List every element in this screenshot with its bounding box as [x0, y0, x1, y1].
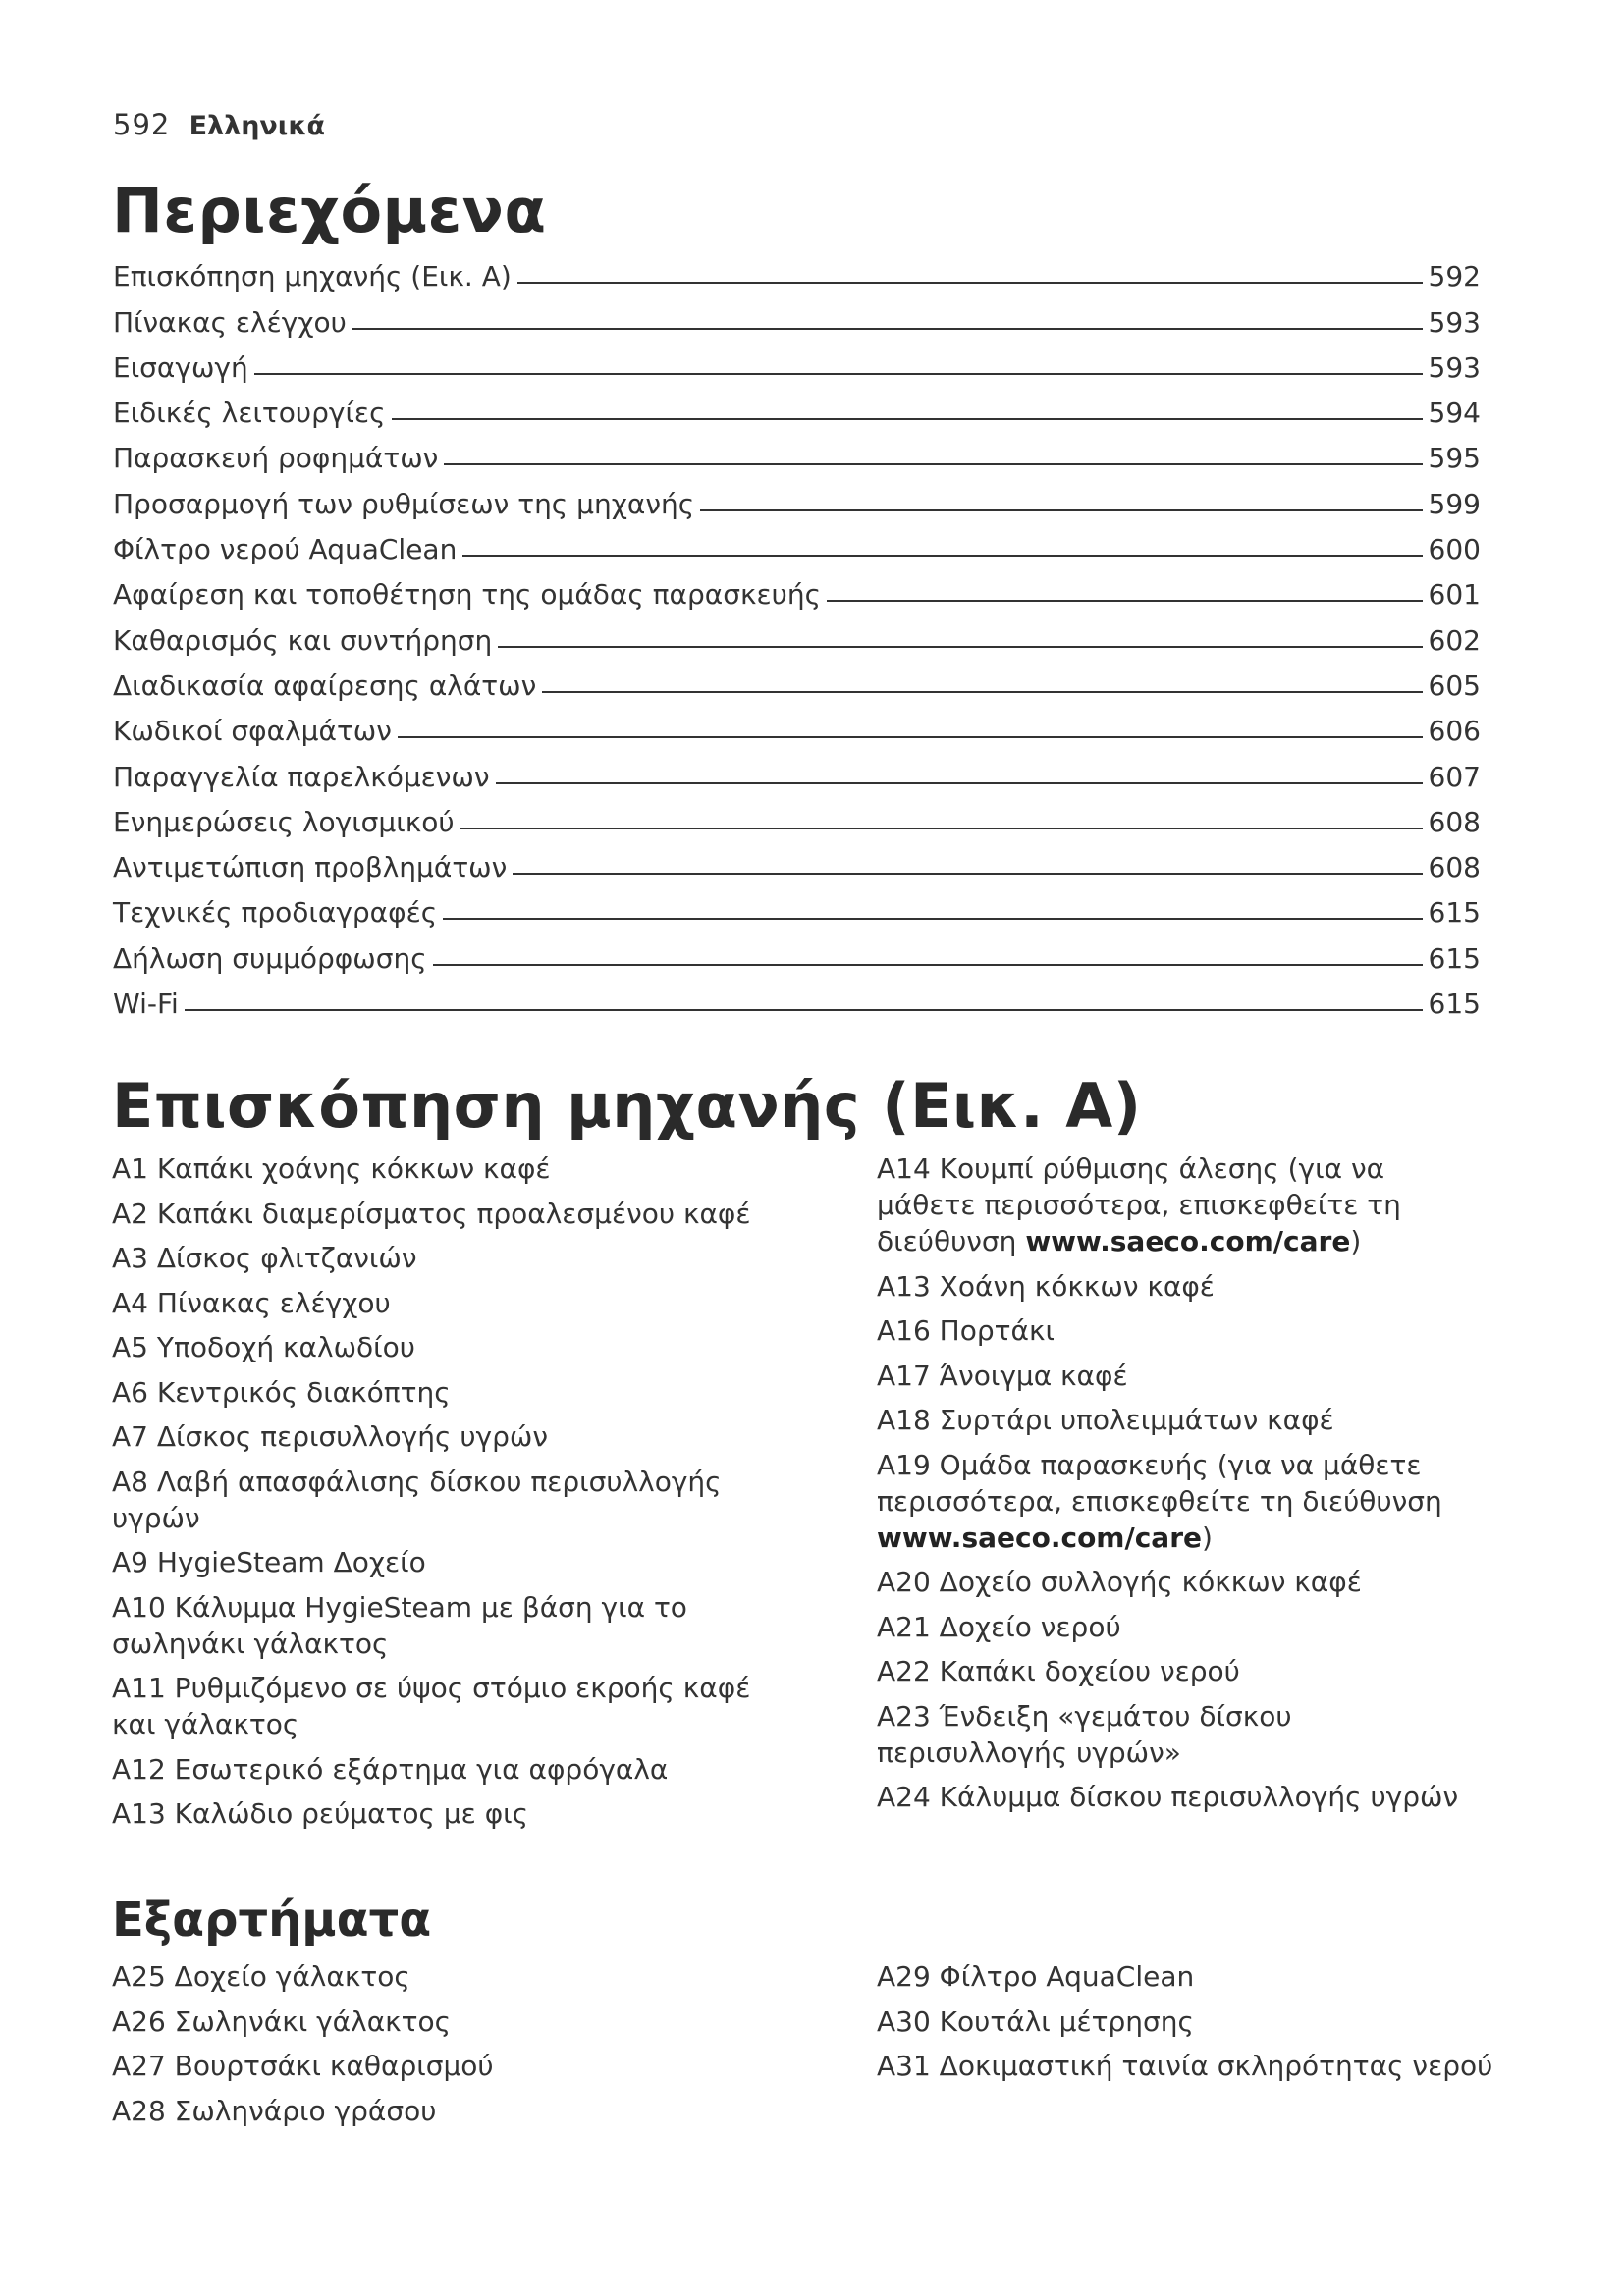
page-language: Ελληνικά: [189, 111, 326, 141]
list-item: A13 Χοάνη κόκκων καφέ: [877, 1269, 1215, 1303]
item-text: A14 Κουμπί ρύθμισης άλεσης (για να μάθετε περισσότερα, επισκεφθείτε τη διεύθυνση: [877, 1152, 1401, 1257]
toc-entry[interactable]: [113, 247, 1481, 293]
toc-entry-title: Εισαγωγή: [113, 350, 248, 384]
toc-leader: [498, 646, 1422, 648]
toc-entry[interactable]: [113, 747, 1481, 792]
toc-entry-page: 605: [1428, 668, 1481, 702]
toc-entry[interactable]: [113, 611, 1481, 656]
list-item: A23 Ένδειξη «γεμάτου δίσκου περισυλλογής υγρών»: [877, 1699, 1292, 1769]
toc-entry-title: Ειδικές λειτουργίες: [113, 397, 386, 430]
toc-leader: [185, 1009, 1423, 1011]
toc-entry[interactable]: [113, 975, 1481, 1020]
toc-leader: [513, 873, 1422, 875]
toc-leader: [443, 918, 1422, 920]
list-item: A13 Καλώδιο ρεύματος με φις: [112, 1797, 529, 1830]
toc-entry-title: Αντιμετώπιση προβλημάτων: [113, 851, 508, 884]
overview-title: Επισκόπηση μηχανής (Εικ. A): [112, 1070, 1142, 1142]
toc-entry-title: Ενημερώσεις λογισμικού: [113, 805, 455, 838]
toc-entry-page: 615: [1428, 988, 1481, 1021]
overview-right-column: [877, 1150, 1486, 1824]
toc-entry-title: Επισκόπηση μηχανής (Εικ. A): [113, 260, 512, 294]
accessories-right-column: [877, 1958, 1505, 2093]
list-item: A20 Δοχείο συλλογής κόκκων καφέ: [877, 1566, 1362, 1598]
toc-entry[interactable]: [113, 929, 1481, 974]
toc-entry-page: 594: [1428, 397, 1481, 430]
toc-entry[interactable]: [113, 657, 1481, 702]
toc-entry-page: 593: [1428, 350, 1481, 384]
list-item: [877, 1447, 1486, 1556]
toc-entry[interactable]: [113, 883, 1481, 929]
toc-leader: [462, 555, 1422, 557]
toc-entry-title: Διαδικασία αφαίρεσης αλάτων: [113, 668, 537, 702]
toc-entry-page: 592: [1428, 260, 1481, 294]
list-item: A4 Πίνακας ελέγχου: [112, 1286, 391, 1319]
toc-leader: [444, 463, 1422, 465]
item-text-close: ): [1350, 1225, 1362, 1257]
overview-left-column: [112, 1150, 799, 1841]
toc-entry-title: Καθαρισμός και συντήρηση: [113, 623, 493, 657]
toc-entry-title: Φίλτρο νερού AquaClean: [113, 533, 458, 566]
list-item: A26 Σωληνάκι γάλακτος: [112, 2004, 452, 2038]
toc-leader: [460, 828, 1423, 829]
toc-entry-page: 599: [1428, 487, 1481, 520]
toc-entry-title: Πίνακας ελέγχου: [113, 305, 347, 339]
toc-entry-title: Κωδικοί σφαλμάτων: [113, 715, 392, 748]
list-item: A1 Καπάκι χοάνης κόκκων καφέ: [112, 1152, 551, 1185]
list-item: A7 Δίσκος περισυλλογής υγρών: [112, 1420, 548, 1453]
table-of-contents: [113, 247, 1481, 1020]
toc-entry-page: 593: [1428, 305, 1481, 339]
toc-leader: [827, 600, 1423, 602]
accessories-title: Εξαρτήματα: [112, 1893, 432, 1948]
toc-entry-page: 606: [1428, 715, 1481, 748]
page-number: 592: [113, 108, 171, 141]
toc-entry[interactable]: [113, 429, 1481, 474]
saeco-care-link[interactable]: www.saeco.com/care: [877, 1521, 1202, 1554]
toc-entry-page: 595: [1428, 442, 1481, 475]
contents-title: Περιεχόμενα: [112, 175, 547, 246]
list-item: A21 Δοχείο νερού: [877, 1610, 1121, 1643]
toc-leader: [496, 782, 1423, 784]
list-item: A30 Κουτάλι μέτρησης: [877, 2004, 1194, 2038]
saeco-care-link[interactable]: www.saeco.com/care: [1025, 1225, 1351, 1257]
toc-entry[interactable]: [113, 520, 1481, 565]
toc-leader: [392, 418, 1423, 420]
toc-leader: [517, 282, 1423, 284]
toc-entry-page: 601: [1428, 578, 1481, 612]
toc-entry[interactable]: [113, 838, 1481, 883]
toc-entry-title: Δήλωση συμμόρφωσης: [113, 941, 427, 975]
list-item: A6 Κεντρικός διακόπτης: [112, 1375, 451, 1409]
toc-entry-title: Αφαίρεση και τοποθέτηση της ομάδας παρασκευής: [113, 578, 821, 612]
list-item: A16 Πορτάκι: [877, 1314, 1055, 1347]
list-item: A27 Βουρτσάκι καθαρισμού: [112, 2050, 494, 2082]
list-item: A5 Υποδοχή καλωδίου: [112, 1331, 415, 1363]
toc-entry-page: 608: [1428, 805, 1481, 838]
toc-entry[interactable]: [113, 474, 1481, 519]
list-item: A8 Λαβή απασφάλισης δίσκου περισυλλογής υγρών: [112, 1465, 722, 1534]
accessories-left-column: [112, 1958, 799, 2137]
toc-leader: [254, 373, 1423, 375]
list-item: A10 Κάλυμμα HygieSteam με βάση για το σωληνάκι γάλακτος: [112, 1590, 687, 1660]
toc-entry-page: 607: [1428, 760, 1481, 793]
toc-entry[interactable]: [113, 793, 1481, 838]
list-item: A2 Καπάκι διαμερίσματος προαλεσμένου καφέ: [112, 1197, 751, 1230]
item-text: A19 Ομάδα παρασκευής (για να μάθετε περισσότερα, επισκεφθείτε τη διεύθυνση: [877, 1448, 1442, 1518]
list-item: A25 Δοχείο γάλακτος: [112, 1960, 410, 1993]
list-item: A31 Δοκιμαστική ταινία σκληρότητας νερού: [877, 2050, 1493, 2082]
toc-leader: [542, 691, 1422, 693]
toc-entry-title: Τεχνικές προδιαγραφές: [113, 896, 438, 930]
list-item: A9 HygieSteam Δοχείο: [112, 1546, 426, 1578]
toc-entry-page: 615: [1428, 941, 1481, 975]
toc-entry[interactable]: [113, 384, 1481, 429]
list-item: A22 Καπάκι δοχείου νερού: [877, 1655, 1240, 1687]
page-header: [113, 108, 325, 141]
toc-entry-page: 615: [1428, 896, 1481, 930]
list-item: A3 Δίσκος φλιτζανιών: [112, 1242, 417, 1274]
toc-entry-page: 602: [1428, 623, 1481, 657]
list-item: A11 Ρυθμιζόμενο σε ύψος στόμιο εκροής καφέ και γάλακτος: [112, 1672, 751, 1740]
list-item: A29 Φίλτρο AquaClean: [877, 1960, 1195, 1993]
list-item: A18 Συρτάρι υπολειμμάτων καφέ: [877, 1404, 1334, 1436]
toc-leader: [700, 509, 1422, 511]
toc-leader: [398, 736, 1423, 738]
toc-entry[interactable]: [113, 293, 1481, 338]
list-item: A28 Σωληνάριο γράσου: [112, 2094, 437, 2127]
list-item: A17 Άνοιγμα καφέ: [877, 1359, 1128, 1392]
toc-entry[interactable]: [113, 339, 1481, 384]
toc-entry[interactable]: [113, 702, 1481, 747]
toc-entry-title: Προσαρμογή των ρυθμίσεων της μηχανής: [113, 487, 695, 520]
toc-entry-page: 608: [1428, 851, 1481, 884]
toc-leader: [433, 964, 1423, 966]
toc-entry-title: Παρασκευή ροφημάτων: [113, 442, 439, 475]
item-text-close: ): [1202, 1521, 1213, 1554]
list-item: A12 Εσωτερικό εξάρτημα για αφρόγαλα: [112, 1752, 669, 1786]
toc-entry-title: Παραγγελία παρελκόμενων: [113, 760, 490, 793]
toc-leader: [352, 328, 1423, 330]
list-item: A24 Κάλυμμα δίσκου περισυλλογής υγρών: [877, 1781, 1459, 1813]
toc-entry-title: Wi-Fi: [113, 988, 179, 1021]
toc-entry[interactable]: [113, 565, 1481, 611]
list-item: [877, 1150, 1486, 1259]
toc-entry-page: 600: [1428, 533, 1481, 566]
